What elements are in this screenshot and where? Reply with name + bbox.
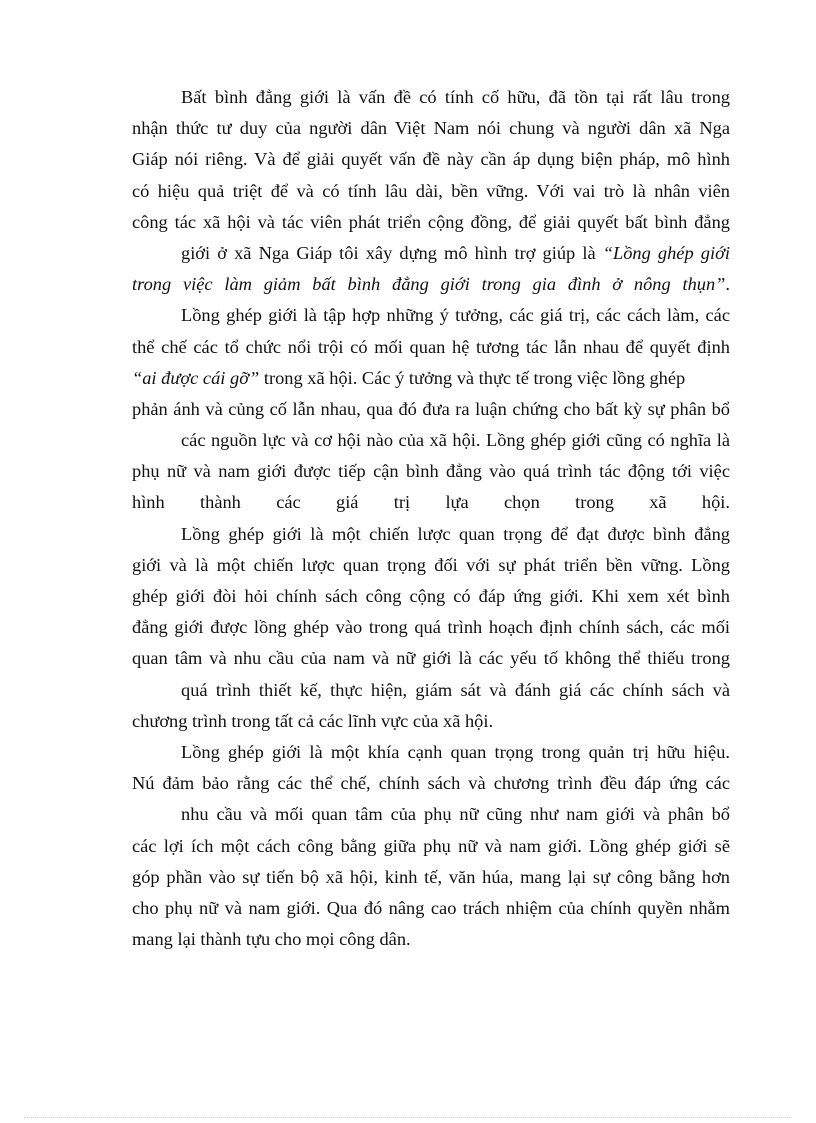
- line-text: phụ nữ và nam giới được tiếp cận bình đẳng vào quá trình tác động tới việc: [132, 461, 730, 482]
- line-text: chương trình trong tất cả các lĩnh vực của xã hội.: [132, 710, 494, 731]
- text-line: [132, 332, 730, 363]
- line-text: đẳng giới được lồng ghép vào trong quá trình hoạch định chính sách, các mối: [132, 617, 730, 638]
- text-line: [132, 300, 730, 331]
- line-text: quan tâm và nhu cầu của nam và nữ giới là các yếu tố không thể thiếu trong: [132, 648, 730, 669]
- italic-text: trong việc làm giảm bất bình đẳng giới trong gia đình ở nông thụn”: [132, 274, 726, 295]
- line-text: Giáp nói riêng. Và để giải quyết vấn đề này cần áp dụng biện pháp, mô hình: [132, 149, 730, 170]
- text-line: [132, 269, 730, 300]
- text-line: [132, 675, 730, 706]
- text-line: [132, 207, 730, 238]
- italic-text: “ai được cái gỡ”: [132, 367, 260, 388]
- line-text: phản ánh và củng cố lẫn nhau, qua đó đưa ra luận chứng cho bất kỳ sự phân bổ: [132, 398, 730, 419]
- text-line: [132, 581, 730, 612]
- line-text: nhu cầu và mối quan tâm của phụ nữ cũng như nam giới và phân bổ: [181, 804, 730, 825]
- line-text: Bất bình đẳng giới là vấn đề có tính cố hữu, đã tồn tại rất lâu trong: [181, 87, 730, 107]
- text-line: [132, 144, 730, 175]
- line-text: cho phụ nữ và nam giới. Qua đó nâng cao trách nhiệm của chính quyền nhằm: [132, 897, 730, 918]
- line-text: hình thành các giá trị lựa chọn trong xã hội.: [132, 492, 730, 513]
- line-text: thể chế các tổ chức nổi trội có mối quan hệ tương tác lẫn nhau để quyết định: [132, 336, 730, 357]
- line-text: góp phần vào sự tiến bộ xã hội, kinh tế, văn húa, mang lại sự công bằng hơn: [132, 866, 730, 887]
- line-text: giới ở xã Nga Giáp tôi xây dựng mô hình trợ giúp là: [181, 242, 603, 263]
- text-line: [132, 456, 730, 487]
- line-text: Lồng ghép giới là một khía cạnh quan trọng trong quản trị hữu hiệu.: [181, 741, 730, 762]
- line-text: giới và là một chiến lược quan trọng đối với sự phát triển bền vững. Lồng: [132, 554, 730, 575]
- line-text: Lồng ghép giới là tập hợp những ý tưởng, các giá trị, các cách làm, các: [181, 305, 730, 326]
- line-text: .: [725, 274, 730, 295]
- text-line: [132, 113, 730, 144]
- text-line: [132, 394, 730, 425]
- line-text: Lồng ghép giới là một chiến lược quan trọng để đạt được bình đẳng: [181, 523, 730, 544]
- line-text: quá trình thiết kế, thực hiện, giám sát và đánh giá các chính sách và: [181, 679, 730, 700]
- line-text: các nguồn lực và cơ hội nào của xã hội. Lồng ghép giới cũng có nghĩa là: [181, 430, 730, 451]
- text-line: [132, 831, 730, 862]
- text-line: [132, 737, 730, 768]
- text-line: [132, 643, 730, 674]
- text-line: [132, 363, 730, 394]
- line-text: các lợi ích một cách công bằng giữa phụ nữ và nam giới. Lồng ghép giới sẽ: [132, 835, 730, 856]
- text-line: [132, 550, 730, 581]
- text-line: [132, 487, 730, 518]
- text-line: [132, 425, 730, 456]
- text-line: [132, 519, 730, 550]
- text-line: [132, 768, 730, 799]
- line-text: ghép giới đòi hỏi chính sách công cộng có đáp ứng giới. Khi xem xét bình: [132, 586, 730, 606]
- line-text: mang lại thành tựu cho mọi công dân.: [132, 929, 411, 950]
- text-line: [132, 82, 730, 113]
- text-line: [132, 238, 730, 269]
- text-line: [132, 612, 730, 643]
- text-line: [132, 176, 730, 207]
- text-line: [132, 893, 730, 924]
- body-text: [132, 82, 730, 955]
- line-text: nhận thức tư duy của người dân Việt Nam nói chung và người dân xã Nga: [132, 118, 730, 139]
- text-line: [132, 706, 730, 737]
- line-text: Nú đảm bảo rằng các thể chế, chính sách và chương trình đều đáp ứng các: [132, 773, 730, 794]
- line-text: công tác xã hội và tác viên phát triển cộng đồng, để giải quyết bất bình đẳng: [132, 211, 730, 232]
- text-line: [132, 799, 730, 830]
- italic-text: “Lồng ghép giới: [602, 242, 730, 263]
- page-bottom-rule: [24, 1117, 792, 1118]
- line-text: trong xã hội. Các ý tưởng và thực tế trong việc lồng ghép: [259, 367, 686, 388]
- line-text: có hiệu quả triệt để và có tính lâu dài, bền vững. Với vai trò là nhân viên: [132, 180, 730, 201]
- text-line: [132, 862, 730, 893]
- text-line: [132, 924, 730, 955]
